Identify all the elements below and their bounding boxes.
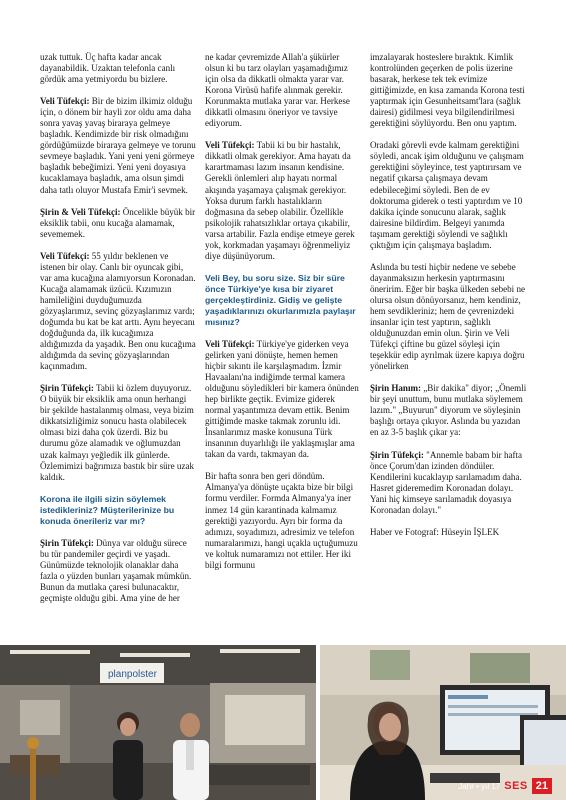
paragraph xyxy=(40,207,196,240)
paragraph-text: Türkiye'ye giderken veya gelirken yani dönüşte, hemen hemen hiçbir sıkıntı ile karşılaşmadım. İzmir Havaalanı'na indiğimde termal kamera olduğunu söyledikleri bir kamera önünden hep birlikte geçtik. Evimize giderek normal yaşantımıza devam ettik. Benim gittiğimde maske takmak zorunlu idi. İnsanlarımız maske konusuna Türk insanının duyarlılığı ile yaklaşmışlar ama takan da vardı, takmayan da. xyxy=(205,338,359,460)
paragraph-text: Aslında bu testi hiçbir nedene ve sebebe dayanmaksızın herkesin yaptırmasını öneririm. Eğer bir başka ülkeden sebebi ne olursa olsun dönüyorsanız, hem kendiniz, hem sevdikleriniz; hem de çevrenizdeki insanlar için test yaptırın, sağlıklı olduğunuzdan emin olun. Şirin ve Veli Tüfekçi çiftine bu güzel söyleşi için teşekkür edip ayrılmak üzere kapıya doğru yönelirken xyxy=(370,261,525,372)
paragraph-text: Tabii ki bu bir hastalık, dikkatli olmak gerekiyor. Ama hayatı da karartmaması lazım insanın kendisine. Gerekli önlemleri alıp hayatı normal akışında yaşamaya çalışmak gerekiyor. Yoksa durum farklı hastalıkların doğmasına da sebep olabilir. Özellikle psikolojik rahatsızlıklar ortaya çıkabilir, varsa artabilir. Fazla endişe etmeye gerek yok, korkmadan yaşamayı öğrenmeliyiz diye düşünüyorum. xyxy=(205,140,355,261)
photo-office-woman xyxy=(320,645,566,800)
speaker-name: Şirin Tüfekçi: xyxy=(40,383,94,394)
paragraph xyxy=(40,52,196,85)
speaker-name: Veli Tüfekçi: xyxy=(40,250,90,261)
paragraph xyxy=(370,262,530,372)
interview-question: Veli Bey, bu soru size. Siz bir süre önce Türkiye'ye kısa bir ziyaret gerçekleştirdiniz. Gidiş ve gelişte yaşadıklarınızı okurlarımızla paylaşır mısınız? xyxy=(205,272,356,327)
paragraph xyxy=(205,471,361,570)
paragraph-text: Tabii ki özlem duyuyoruz. O büyük bir eksiklik ama onun herhangi bir şekilde hastalanmış olması, veya bizim dikkatsizliğimiz sonucu hasta olabilecek olması bizi daha çok üzerdi. Biz bu durumu göze alamadık ve oğlumuzdan uzak kalmayı yeğledik ilk günlerde. Özlemimizi bağrımıza bastık bir süre uzak kaldık. xyxy=(40,383,194,482)
speaker-name: Şirin & Veli Tüfekçi: xyxy=(40,206,121,217)
paragraph-text: imzalayarak hostеslere bıraktık. Kimlik kontrolünden geçerken de polis üzerine basarak, herkese tek tek evimize gittiğimizde, en kısa zamanda Korona testi yaptırmak için Gesunheitsamt'lara (sağlık dairesi) gidilmesi veya bilgilendirilmesi gerektiğini söylüyordu. Ben onu yaptım. xyxy=(370,52,525,129)
paragraph-text: 55 yıldır beklenen ve istenen bir olay. Canlı bir oyuncak gibi, var ama kucağına alamıyorsun Koronadan. Kucağa alamamak üzücü. Kızımızın hamileliğini duyduğumuzda gözyaşlarımız, sevinç gözyaşlarımız vardı; doğumda bu kat be kat arttı. Aynı heyecanı doğduğunda da, ilk kucağımıza aldığımızda da yaşadık. Ben onu kucağıma aldığımda da sevinç gözyaşlarından kaçınmadım. xyxy=(40,250,196,372)
column-2 xyxy=(205,52,361,582)
paragraph xyxy=(370,527,530,538)
paragraph xyxy=(370,383,530,438)
paragraph xyxy=(40,383,196,482)
paragraph xyxy=(40,96,196,195)
speaker-name: Şirin Tüfekçi: xyxy=(40,537,94,548)
office-illustration xyxy=(320,645,566,800)
photo-showroom-couple xyxy=(0,645,316,800)
speaker-name: Veli Tüfekçi: xyxy=(205,140,255,151)
speaker-name: Veli Tüfekçi: xyxy=(205,338,255,349)
paragraph-text: Haber ve Fotograf: Hüseyin İŞLEK xyxy=(370,526,500,537)
paragraph-text: Öncelikle büyük bir eksiklik tabii, onu kucağa alamamak, sevememek. xyxy=(40,206,196,239)
paragraph-text: ne kadar çevremizde Allah'a şükürler olsun ki bu tarz olayları yaşamadığımız için olsa da dikkatli olmakta yarar var. Korona Virüsü hafife alınmak gerekir. Korunmakta mutlaka yarar var. Herkese dikkatli olmasını öneriyor ve tavsiye ediyorum. xyxy=(205,52,350,129)
issue-label: Jahr • yıl 17 xyxy=(458,781,501,791)
paragraph xyxy=(40,251,196,373)
paragraph xyxy=(205,140,361,262)
magazine-logo: SES xyxy=(504,780,528,792)
store-sign-text: planpolster xyxy=(108,669,157,680)
paragraph xyxy=(370,52,530,129)
paragraph xyxy=(205,339,361,461)
paragraph-text: „Bir dakika" diyor; „Önemli bir şeyi unuttum, bunu mutlaka söylemem lazım." „Buyurun" diyorum ve söyleşinin başlığı ortaya çıkıyor. Aslında bu yazıdan en az 3-5 başlık çıkar ya: xyxy=(370,383,527,438)
paragraph xyxy=(205,52,361,129)
paragraph xyxy=(370,450,530,516)
paragraph-text: Dünya var olduğu sürece bu tür pandemiler geçirdi ve yaşadı. Günümüzde teknolojik olanaklar daha fazla o yüzden bunları yaşamak mümkün. Bunun da mutlaka çaresi bulunacaktır, geçmişte olduğu gibi. Ama yine de her xyxy=(40,537,192,603)
paragraph-text: uzak tuttuk. Üç hafta kadar ancak dayanabildik. Uzaktan telefonla canlı gördük ama yetmiyordu bu bizlere. xyxy=(40,52,176,85)
paragraph xyxy=(40,538,196,604)
page-number: 21 xyxy=(532,778,552,794)
showroom-illustration xyxy=(0,645,316,800)
paragraph-text: Bir hafta sonra ben geri döndüm. Almanya'ya dönüşte uçakta bize bir bilgi formu verdiler. Formda Almanya'ya iner inmez 14 gün karantinada kalmamız gerektiği yazıyordu. Ayrı bir forma da adımızı, soyadımızı, adresimiz ve telefon numaralarımızı, hangi uçakla uçtuğumuzu ve koltuk numaramızı not ettiler. Her iki bilgi formunu xyxy=(205,471,358,570)
paragraph-text: "Annemle babam bir hafta önce Çorum'dan izinden döndüler. Kendilerini kucaklayıp sarılamadım daha. Hasret gideremedim Koronadan dolayı. Yani hiç kimseye sarılamadık doyasıya Koronadan dolayı." xyxy=(370,449,523,515)
photo-strip xyxy=(0,645,566,800)
column-3 xyxy=(370,52,530,549)
speaker-name: Şirin Hanım: xyxy=(370,383,422,394)
paragraph xyxy=(370,140,530,250)
speaker-name: Şirin Tüfekçi: xyxy=(370,449,424,460)
page-footer xyxy=(458,778,552,794)
interview-question: Korona ile ilgili sizin söylemek istedikleriniz? Müşterilerinize bu konuda önerileriz var mı? xyxy=(40,493,175,526)
paragraph-text: Oradaki görevli evde kalmam gerektiğini söyledi, ancak işim olduğunu ve çalışmam gerektiğini söyleyince, test yaptırırsam ve negatif çıkarsa çalışmaya devam edebileceğimi söyledi. Ben de ev doktoruma giderek o testi yaptırdım ve 10 dakika içinde sonucunu alarak, sağlık dairesine bildirdim. Belgeyi yanımda taşımam gerektiği söylendi ve sağlıklı çıktığım için çalışmaya başladım. xyxy=(370,140,524,250)
speaker-name: Veli Tüfekçi: xyxy=(40,96,90,107)
paragraph-text: Bir de bizim ilkimiz olduğu için, o dönem bir hayli zor oldu ama daha sonra yavaş yavaş biraraya gelmeye başladık. Kendimizde bir risk olmadığını gördüğümüzde biraraya gelmeye ve torunu sevmeye başladık. Yani yeni yeni görmeye başladık bebeğimizi. Yeni yeni doyasıya kucaklamaya başladık, ama olsun şimdi daha tatlı oluyor Mustafa Emir'i sevmek. xyxy=(40,96,196,195)
column-1 xyxy=(40,52,196,615)
